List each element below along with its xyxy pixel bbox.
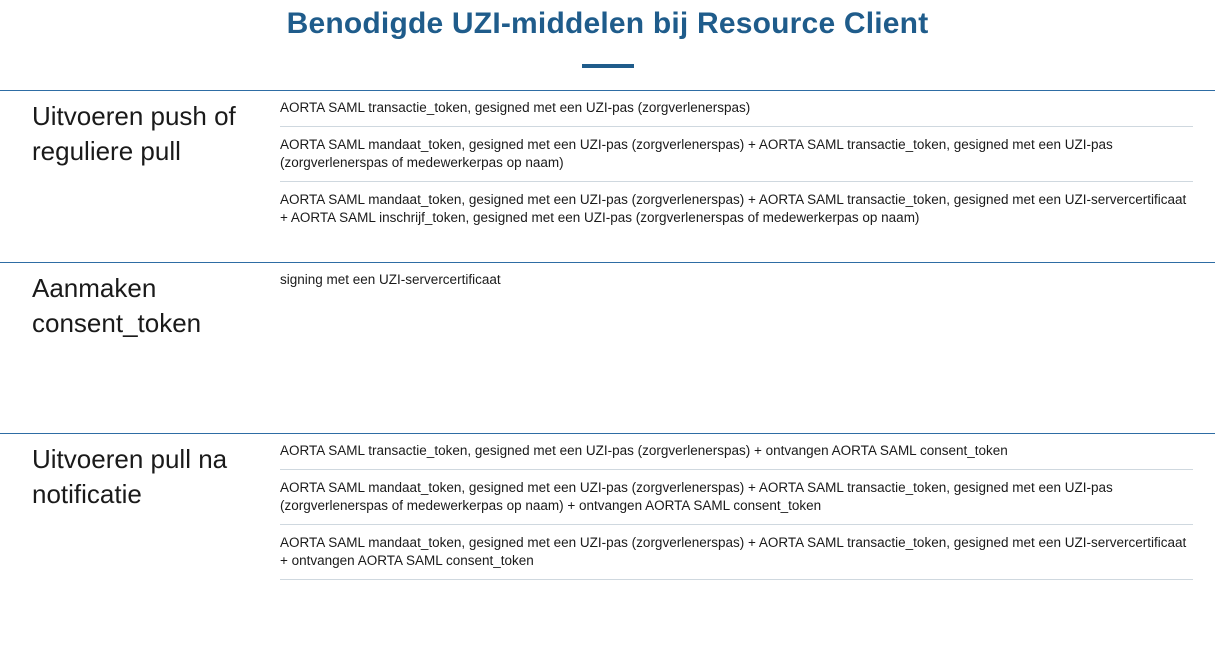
section-label: Uitvoeren push of reguliere pull	[32, 101, 236, 166]
section-rows	[252, 263, 1215, 433]
section-label-cell	[0, 434, 252, 612]
table-row: AORTA SAML transactie_token, gesigned met een UZI-pas (zorgverlenerspas)	[280, 91, 1193, 127]
table-row: AORTA SAML mandaat_token, gesigned met een UZI-pas (zorgverlenerspas) + AORTA SAML transactie_token, gesigned met een UZI-servercertificaat + AORTA SAML inschrijf_token, gesigned met een UZI-pas (zorgverlenerspas of medewerkerpas op naam)	[280, 191, 1187, 225]
table-row: signing met een UZI-servercertificaat	[280, 272, 501, 287]
requirements-table	[0, 90, 1215, 612]
table-row: AORTA SAML mandaat_token, gesigned met een UZI-pas (zorgverlenerspas) + AORTA SAML transactie_token, gesigned met een UZI-servercertificaat + ontvangen AORTA SAML consent_token	[280, 525, 1193, 580]
table-row: AORTA SAML transactie_token, gesigned met een UZI-pas (zorgverlenerspas) + ontvangen AORTA SAML consent_token	[280, 434, 1193, 470]
section-rows	[252, 91, 1215, 262]
title-divider	[582, 64, 634, 68]
table-section-push-pull	[0, 90, 1215, 262]
table-section-pull-na-notificatie	[0, 433, 1215, 612]
section-label: Uitvoeren pull na notificatie	[32, 444, 228, 509]
section-label-cell	[0, 91, 252, 262]
table-row: AORTA SAML mandaat_token, gesigned met een UZI-pas (zorgverlenerspas) + AORTA SAML transactie_token, gesigned met een UZI-pas (zorgverlenerspas of medewerkerpas op naam) + ontvangen AORTA SAML consent_token	[280, 470, 1193, 525]
table-row: AORTA SAML mandaat_token, gesigned met een UZI-pas (zorgverlenerspas) + AORTA SAML transactie_token, gesigned met een UZI-pas (zorgverlenerspas of medewerkerpas op naam)	[280, 127, 1193, 182]
page-title: Benodigde UZI-middelen bij Resource Client	[286, 7, 929, 40]
table-section-consent-token	[0, 262, 1215, 433]
section-label: Aanmaken consent_token	[32, 273, 202, 338]
section-rows	[252, 434, 1215, 612]
section-label-cell	[0, 263, 252, 433]
